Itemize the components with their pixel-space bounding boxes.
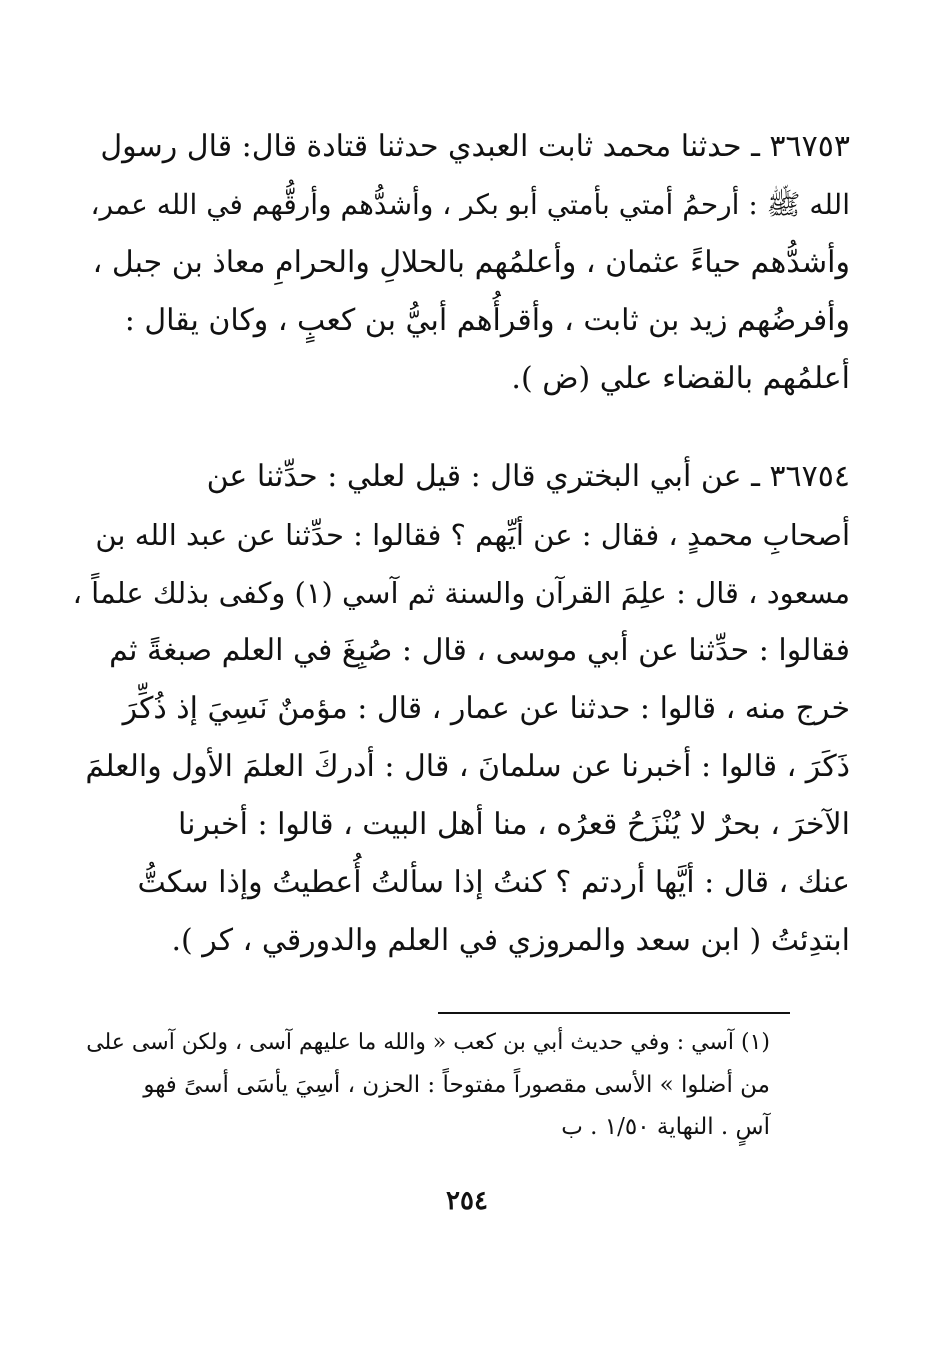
- page-number: ٢٥٤: [446, 1186, 488, 1216]
- hadith-entry-36754: [70, 448, 850, 970]
- text-line: أصحابِ محمدٍ ، فقال : عن أيِّهم ؟ فقالوا : حدِّثنا عن عبد الله بن: [95, 518, 850, 552]
- text-line: ابتدِئتُ ( ابن سعد والمروزي في العلم والدورقي ، كر ).: [171, 923, 850, 958]
- text-line: وأشدُّهم حياءً عثمان ، وأعلمُهم بالحلالِ والحرامِ معاذ بن جبل ،: [92, 245, 850, 280]
- text-line: فقالوا : حدِّثنا عن أبي موسى ، قال : صُبِغَ في العلم صبغةً ثم: [109, 633, 850, 668]
- footnote-divider: [438, 1012, 790, 1014]
- text-line: مسعود ، قال : علِمَ القرآن والسنة ثم آسي (١) وكفى بذلك علماً ،: [72, 576, 850, 610]
- footnote-line: (١) آسي : وفي حديث أبي بن كعب « والله ما عليهم آسى ، ولكن آسى على: [86, 1030, 770, 1055]
- hadith-entry-36753: [70, 118, 850, 408]
- text-line: أعلمُهم بالقضاء علي (ض ).: [511, 361, 850, 396]
- text-line: ٣٦٧٥٤ ـ عن أبي البختري قال : قيل لعلي : حدِّثنا عن: [206, 459, 850, 494]
- text-line: خرج منه ، قالوا : حدثنا عن عمار ، قال : مؤمنٌ نَسِيَ إذ ذُكِّرَ: [122, 691, 850, 726]
- text-line: الآخرَ ، بحرٌ لا يُنْزَحُ قعرُه ، منا أهل البيت ، قالوا : أخبرنا: [177, 807, 850, 842]
- text-line: ذَكَرَ ، قالوا : أخبرنا عن سلمانَ ، قال : أدركَ العلمَ الأول والعلمَ: [85, 749, 850, 784]
- text-line: عنك ، قال : أيَّها أردتم ؟ كنتُ إذا سألتُ أُعطيتُ وإذا سكتُّ: [137, 865, 850, 900]
- text-line: الله ﷺ : أرحمُ أمتي بأمتي أبو بكر ، وأشدُّهم وأرقُّهم في الله عمر،: [90, 188, 850, 221]
- footnote-line: آسٍ . النهاية ١/٥٠ . ب: [561, 1114, 770, 1140]
- text-line: ٣٦٧٥٣ ـ حدثنا محمد ثابت العبدي حدثنا قتادة قال: قال رسول: [100, 129, 850, 164]
- footnote: [70, 1022, 770, 1148]
- text-line: وأفرضُهم زيد بن ثابت ، وأقرأُهم أبيُّ بن كعبٍ ، وكان يقال :: [124, 303, 850, 338]
- footnote-line: من أضلوا » الأسى مقصوراً مفتوحاً : الحزن ، أسِيَ يأسَى أسىً فهو: [143, 1072, 770, 1098]
